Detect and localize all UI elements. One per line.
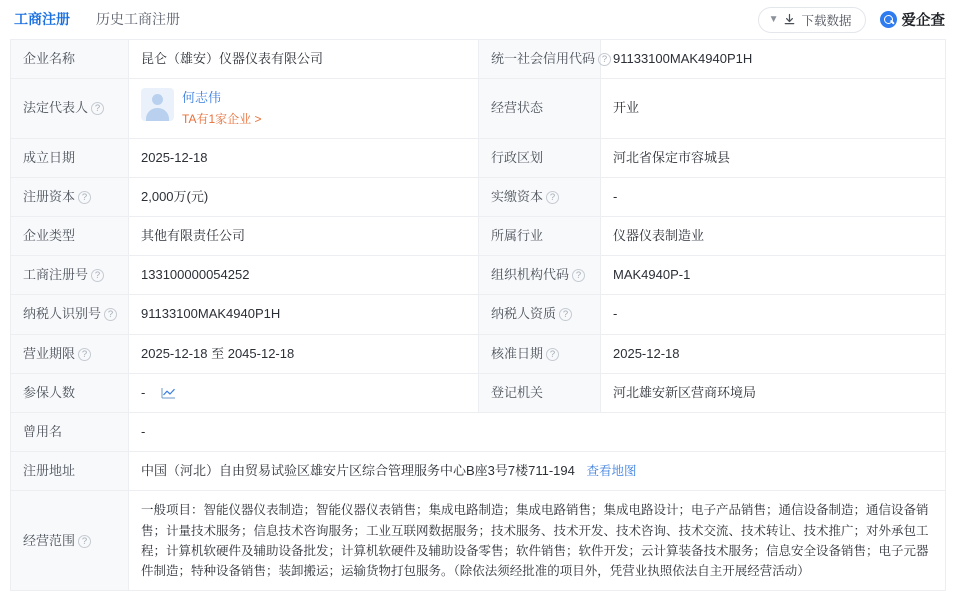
row-label-company-name bbox=[11, 40, 129, 79]
business-scope-text: 一般项目：智能仪器仪表制造；智能仪器仪表销售；集成电路制造；集成电路销售；集成电路设计；电子产品销售；通信设备制造；通信设备销售；计量技术服务；信息技术咨询服务；工业互联网数据服务；技术服务、技术开发、技术咨询、技术交流、技术转让、技术推广；对外承包工程；计算机软硬件及辅助设备批发；计算机软硬件及辅助设备零售；软件销售；软件开发；云计算装备技术服务；信息安全设备销售；电子元器件制造；特种设备销售；装卸搬运；运输货物打包服务。（除依法须经批准的项目外，凭营业执照依法自主开展经营活动） bbox=[141, 503, 929, 579]
row-label-establish-date bbox=[11, 138, 129, 177]
table-row bbox=[11, 491, 946, 591]
legal-rep-company-count-link[interactable]: TA有1家企业 > bbox=[182, 112, 262, 127]
avatar bbox=[141, 88, 174, 121]
value-text: 2025-12-18 bbox=[613, 345, 680, 361]
label-text: 经营范围 bbox=[23, 532, 76, 548]
value-text: - bbox=[141, 423, 146, 439]
row-label-industry bbox=[479, 217, 601, 256]
legal-rep-name-link[interactable]: 何志伟 bbox=[182, 90, 222, 106]
row-value-company-type bbox=[129, 217, 479, 256]
value-text: 2,000万(元) bbox=[141, 189, 209, 205]
value-text: - bbox=[613, 189, 618, 205]
tab-history-registration[interactable]: 历史工商注册 bbox=[96, 10, 180, 27]
row-value-former-name bbox=[129, 412, 946, 451]
help-icon[interactable]: ? bbox=[546, 348, 559, 361]
label-text: 经营状态 bbox=[491, 100, 544, 116]
download-icon bbox=[783, 13, 796, 26]
row-value-registered-capital bbox=[129, 178, 479, 217]
row-label-registration-number bbox=[11, 256, 129, 295]
help-icon[interactable]: ? bbox=[78, 348, 91, 361]
row-label-taxpayer-qualification bbox=[479, 295, 601, 334]
tab-bar bbox=[14, 9, 180, 31]
help-icon[interactable]: ? bbox=[78, 191, 91, 204]
value-text: 河北省保定市容城县 bbox=[613, 149, 731, 165]
label-text: 组织机构代码 bbox=[491, 267, 570, 283]
value-text: 仪器仪表制造业 bbox=[613, 228, 705, 244]
row-value-registration-authority bbox=[601, 373, 946, 412]
value-text: 中国（河北）自由贸易试验区雄安片区综合管理服务中心B座3号7楼711-194 bbox=[141, 463, 575, 478]
label-text: 纳税人识别号 bbox=[23, 306, 102, 322]
row-label-approval-date bbox=[479, 334, 601, 373]
label-text: 所属行业 bbox=[491, 228, 544, 244]
view-map-link[interactable]: 查看地图 bbox=[586, 464, 637, 478]
row-label-business-scope bbox=[11, 491, 129, 591]
row-value-credit-code bbox=[601, 40, 946, 79]
row-value-registered-address bbox=[129, 452, 946, 491]
row-label-org-code bbox=[479, 256, 601, 295]
label-text: 企业类型 bbox=[23, 228, 76, 244]
label-text: 营业期限 bbox=[23, 345, 76, 361]
chevron-down-icon: ▼ bbox=[768, 13, 779, 25]
row-value-legal-rep bbox=[129, 79, 479, 139]
table-row bbox=[11, 412, 946, 451]
row-value-registration-number bbox=[129, 256, 479, 295]
row-label-company-type bbox=[11, 217, 129, 256]
help-icon[interactable]: ? bbox=[559, 308, 572, 321]
help-icon[interactable]: ? bbox=[546, 191, 559, 204]
label-text: 核准日期 bbox=[491, 345, 544, 361]
label-text: 成立日期 bbox=[23, 149, 76, 165]
label-text: 统一社会信用代码 bbox=[491, 51, 596, 66]
page-header bbox=[0, 0, 955, 39]
legal-rep-info bbox=[182, 88, 261, 129]
row-value-org-code bbox=[601, 256, 946, 295]
header-actions bbox=[758, 7, 945, 33]
table-row bbox=[11, 295, 946, 334]
value-text: 其他有限责任公司 bbox=[141, 228, 246, 244]
label-text: 注册资本 bbox=[23, 189, 76, 205]
row-value-approval-date bbox=[601, 334, 946, 373]
value-text: 133100000054252 bbox=[141, 267, 250, 283]
row-value-administrative-division bbox=[601, 138, 946, 177]
brand-label: 爱企查 bbox=[901, 13, 945, 29]
value-text: 91133100MAK4940P1H bbox=[141, 306, 281, 322]
row-label-paid-in-capital bbox=[479, 178, 601, 217]
row-label-registration-authority bbox=[479, 373, 601, 412]
table-row bbox=[11, 40, 946, 79]
table-row bbox=[11, 178, 946, 217]
label-text: 曾用名 bbox=[23, 423, 63, 439]
row-label-insured-count bbox=[11, 373, 129, 412]
row-value-business-term bbox=[129, 334, 479, 373]
value-text: 河北雄安新区营商环境局 bbox=[613, 384, 757, 400]
label-text: 行政区划 bbox=[491, 149, 544, 165]
table-row bbox=[11, 334, 946, 373]
label-text: 法定代表人 bbox=[23, 100, 89, 116]
value-text: - bbox=[141, 384, 146, 400]
help-icon[interactable]: ? bbox=[91, 102, 104, 115]
row-value-paid-in-capital bbox=[601, 178, 946, 217]
row-label-business-term bbox=[11, 334, 129, 373]
label-text: 实缴资本 bbox=[491, 189, 544, 205]
row-label-legal-rep bbox=[11, 79, 129, 139]
table-row bbox=[11, 138, 946, 177]
table-row bbox=[11, 373, 946, 412]
help-icon[interactable]: ? bbox=[91, 269, 104, 282]
brand-logo-link[interactable] bbox=[880, 9, 946, 30]
label-text: 注册地址 bbox=[23, 463, 76, 479]
help-icon[interactable]: ? bbox=[598, 53, 611, 66]
row-label-former-name bbox=[11, 412, 129, 451]
label-text: 登记机关 bbox=[491, 384, 544, 400]
value-text: 2025-12-18 bbox=[141, 149, 208, 165]
help-icon[interactable]: ? bbox=[78, 535, 91, 548]
legal-rep-card bbox=[141, 88, 466, 129]
label-text: 企业名称 bbox=[23, 51, 76, 66]
trend-chart-icon[interactable] bbox=[161, 387, 176, 399]
download-data-label: 下载数据 bbox=[801, 13, 852, 28]
row-label-credit-code bbox=[479, 40, 608, 79]
value-text: 昆仑（雄安）仪器仪表有限公司 bbox=[141, 51, 324, 66]
download-data-button[interactable] bbox=[758, 7, 866, 33]
table-row bbox=[11, 256, 946, 295]
table-row bbox=[11, 217, 946, 256]
tab-business-registration[interactable]: 工商注册 bbox=[14, 10, 70, 27]
help-icon[interactable]: ? bbox=[104, 308, 117, 321]
value-text: MAK4940P-1 bbox=[613, 267, 691, 283]
row-label-administrative-division bbox=[479, 138, 601, 177]
row-value-taxpayer-qualification bbox=[601, 295, 946, 334]
row-value-operating-status bbox=[601, 79, 946, 139]
table-row bbox=[11, 452, 946, 491]
row-value-industry bbox=[601, 217, 946, 256]
value-text: - bbox=[613, 306, 618, 322]
label-text: 参保人数 bbox=[23, 384, 76, 400]
row-value-business-scope bbox=[129, 491, 946, 591]
value-text: 2025-12-18 至 2045-12-18 bbox=[141, 345, 295, 361]
row-value-establish-date bbox=[129, 138, 479, 177]
help-icon[interactable]: ? bbox=[572, 269, 585, 282]
row-value-company-name bbox=[129, 40, 479, 79]
value-text: 91133100MAK4940P1H bbox=[613, 51, 753, 66]
company-registration-table bbox=[10, 39, 946, 591]
row-value-taxpayer-id bbox=[129, 295, 479, 334]
row-value-insured-count bbox=[129, 373, 479, 412]
label-text: 工商注册号 bbox=[23, 267, 89, 283]
table-row bbox=[11, 79, 946, 139]
search-circle-icon bbox=[880, 11, 897, 28]
label-text: 纳税人资质 bbox=[491, 306, 557, 322]
row-label-registered-capital bbox=[11, 178, 129, 217]
row-label-registered-address bbox=[11, 452, 129, 491]
value-text: 开业 bbox=[613, 100, 640, 116]
row-label-operating-status bbox=[479, 79, 601, 139]
row-label-taxpayer-id bbox=[11, 295, 129, 334]
